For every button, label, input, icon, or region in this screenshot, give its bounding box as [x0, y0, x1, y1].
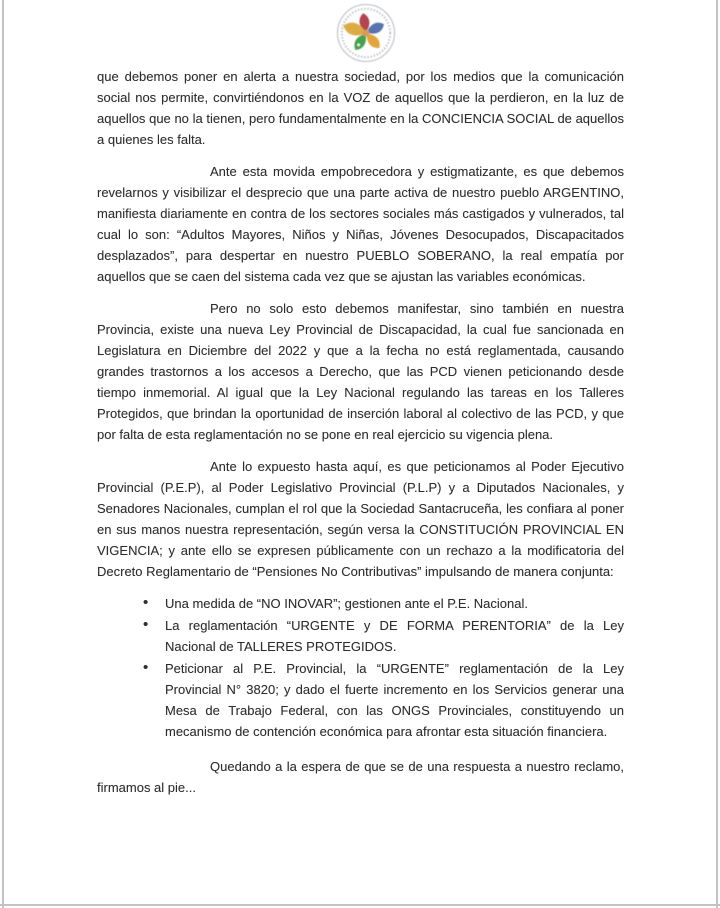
petition-item: [97, 658, 624, 742]
closing-paragraph: Quedando a la espera de que se de una respuesta a nuestro reclamo, firmamos al pie...: [97, 759, 624, 795]
page-edge-bottom: [0, 904, 720, 906]
page-edge-right: [716, 0, 718, 908]
paragraph: Ante esta movida empobrecedora y estigmatizante, es que debemos revelarnos y visibilizar el desprecio que una parte activa de nuestro pueblo ARGENTINO, manifiesta diariamente en contra de los sectores sociales más castigados y vulnerados, tal cual lo son: “Adultos Mayores, Niños y Niñas, Jóvenes Desocupados, Discapacitados desplazados”, para despertar en nuestro PUEBLO SOBERANO, la real empatía por aquellos que se caen del sistema cada vez que se ajustan las variables económicas.: [97, 164, 624, 284]
petition-item-text: La reglamentación “URGENTE y DE FORMA PERENTORIA” de la Ley Nacional de TALLERES PROTEGIDOS.: [165, 618, 624, 654]
petition-list: [97, 593, 624, 742]
petition-item-text: Una medida de “NO INOVAR”; gestionen ante el P.E. Nacional.: [165, 596, 528, 611]
flower-emblem-icon: [336, 2, 396, 64]
page-edge-left: [2, 0, 4, 908]
paragraph: Pero no solo esto debemos manifestar, sino también en nuestra Provincia, existe una nueva Ley Provincial de Discapacidad, la cual fue sancionada en Legislatura en Diciembre del 2022 y que a la fecha no está reglamentada, causando grandes trastornos a los accesos a Derecho, que las PCD vienen peticionando desde tiempo inmemorial. Al igual que la Ley Nacional regulando las tareas en los Talleres Protegidos, que brindan la oportunidad de inserción laboral al colectivo de las PCD, y que por falta de esta reglamentación no se pone en real ejercicio su vigencia plena.: [97, 301, 624, 442]
logo-petals: [342, 13, 387, 53]
petition-item-text: Peticionar al P.E. Provincial, la “URGENTE” reglamentación de la Ley Provincial N° 3820; y dado el fuerte incremento en los Servicios generar una Mesa de Trabajo Federal, con las ONGS Provinciales, constituyendo un mecanismo de contención económica para afrontar esta situación financiera.: [165, 661, 624, 739]
organization-logo: [336, 2, 396, 64]
paragraph-continuation: que debemos poner en alerta a nuestra sociedad, por los medios que la comunicación social nos permite, convirtiéndonos en la VOZ de aquellos que la perdieron, en la luz de aquellos que no la tienen, pero fundamentalmente en la CONCIENCIA SOCIAL de aquellos a quienes les falta.: [97, 69, 624, 147]
document-body: [97, 66, 624, 809]
paragraph: Ante lo expuesto hasta aquí, es que peticionamos al Poder Ejecutivo Provincial (P.E.P), al Poder Legislativo Provincial (P.L.P) y a Diputados Nacionales, y Senadores Nacionales, cumplan el rol que la Sociedad Santacruceña, les confiara al poner en sus manos nuestra representación, según versa la CONSTITUCIÓN PROVINCIAL EN VIGENCIA; y ante ello se expresen públicamente con un rechazo a la modificatoria del Decreto Reglamentario de “Pensiones No Contributivas” impulsando de manera conjunta:: [97, 459, 624, 579]
petition-item: [97, 615, 624, 657]
petition-item: [97, 593, 624, 614]
logo-center-dot: [363, 30, 370, 37]
